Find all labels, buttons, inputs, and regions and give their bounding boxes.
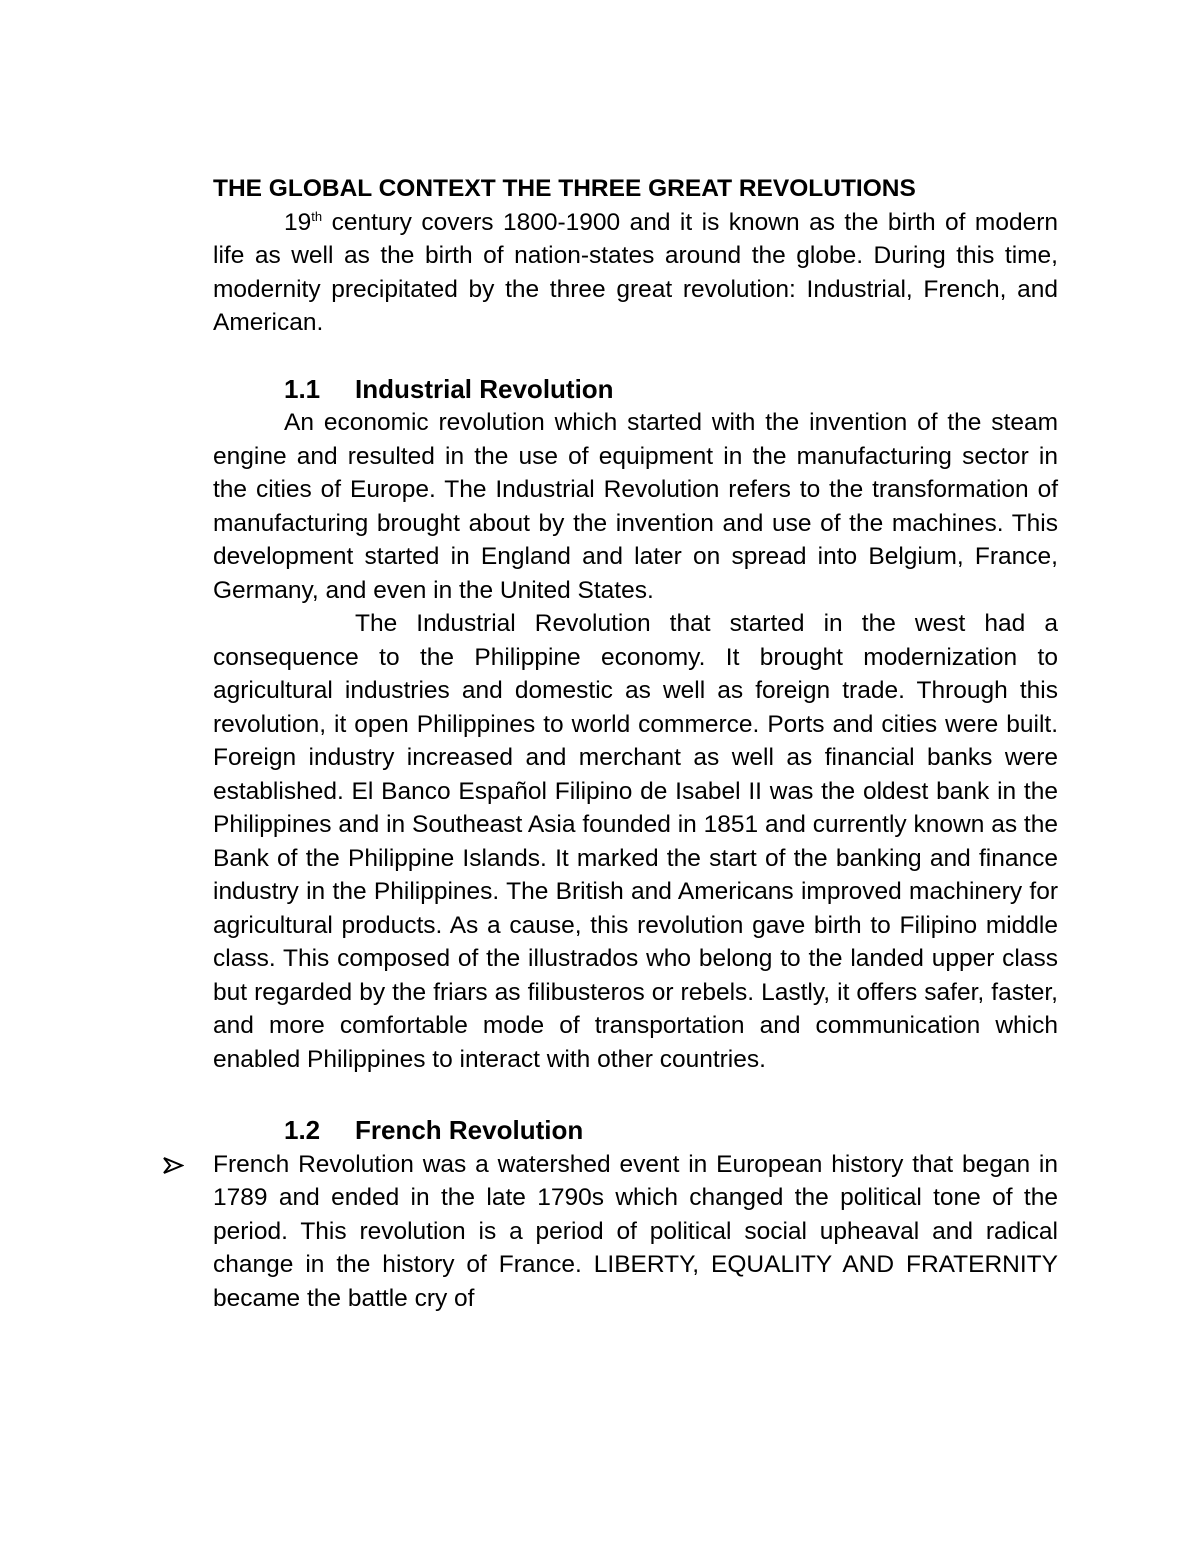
section-heading-industrial bbox=[213, 373, 1058, 407]
industrial-paragraph-1: An economic revolution which started with the invention of the steam engine and resulted in the use of equipment in the manufacturing sector in the cities of Europe. The Industrial Revolution refers to the transformation of manufacturing brought about by the invention and use of the machines. This development started in England and later on spread into Belgium, France, Germany, and even in the United States. bbox=[213, 409, 1058, 604]
section-title: Industrial Revolution bbox=[355, 373, 614, 404]
spacer bbox=[213, 340, 1058, 373]
bullet-text: French Revolution was a watershed event in European history that began in 1789 and ended in the late 1790s which changed the political tone of the period. This revolution is a period of political social upheaval and radical change in the history of France. LIBERTY, EQUALITY AND FRATERNITY became the battle cry of bbox=[213, 1150, 1058, 1312]
spacer bbox=[213, 1076, 1058, 1114]
section-number: 1.2 bbox=[284, 1115, 321, 1145]
list-item bbox=[213, 1148, 1058, 1316]
intro-text: century covers 1800-1900 and it is known as the birth of modern life as well as the birth of nation-states around the globe. During this time, modernity precipitated by the three great revolution: Industrial, French, and American. bbox=[213, 208, 1058, 336]
section-title: French Revolution bbox=[355, 1115, 584, 1145]
document-body bbox=[213, 172, 1058, 1315]
section-heading-french bbox=[213, 1114, 1058, 1148]
industrial-paragraph-2: The Industrial Revolution that started in the west had a consequence to the Philippine economy. It brought modernization to agricultural industries and domestic as well as foreign trade. Through this revolution, it open Philippines to world commerce. Ports and cities were built. Foreign industry increased and merchant as well as financial banks were established. El Banco Español Filipino de Isabel II was the oldest bank in the Philippines and in Southeast Asia founded in 1851 and currently known as the Bank of the Philippine Islands. It marked the start of the banking and finance industry in the Philippines. The British and Americans improved machinery for agricultural products. As a cause, this revolution gave birth to Filipino middle class. This composed of the illustrados who belong to the landed upper class but regarded by the friars as filibusteros or rebels. Lastly, it offers safer, faster, and more comfortable mode of transportation and communication which enabled Philippines to interact with other countries. bbox=[213, 610, 1058, 1073]
intro-century-number: 19 bbox=[284, 208, 312, 236]
section-number: 1.1 bbox=[284, 373, 321, 404]
page-title: THE GLOBAL CONTEXT THE THREE GREAT REVOLUTIONS bbox=[213, 175, 916, 202]
intro-century-superscript: th bbox=[311, 208, 323, 224]
arrowhead-bullet-icon bbox=[162, 1148, 186, 1181]
intro-paragraph bbox=[213, 206, 1058, 340]
